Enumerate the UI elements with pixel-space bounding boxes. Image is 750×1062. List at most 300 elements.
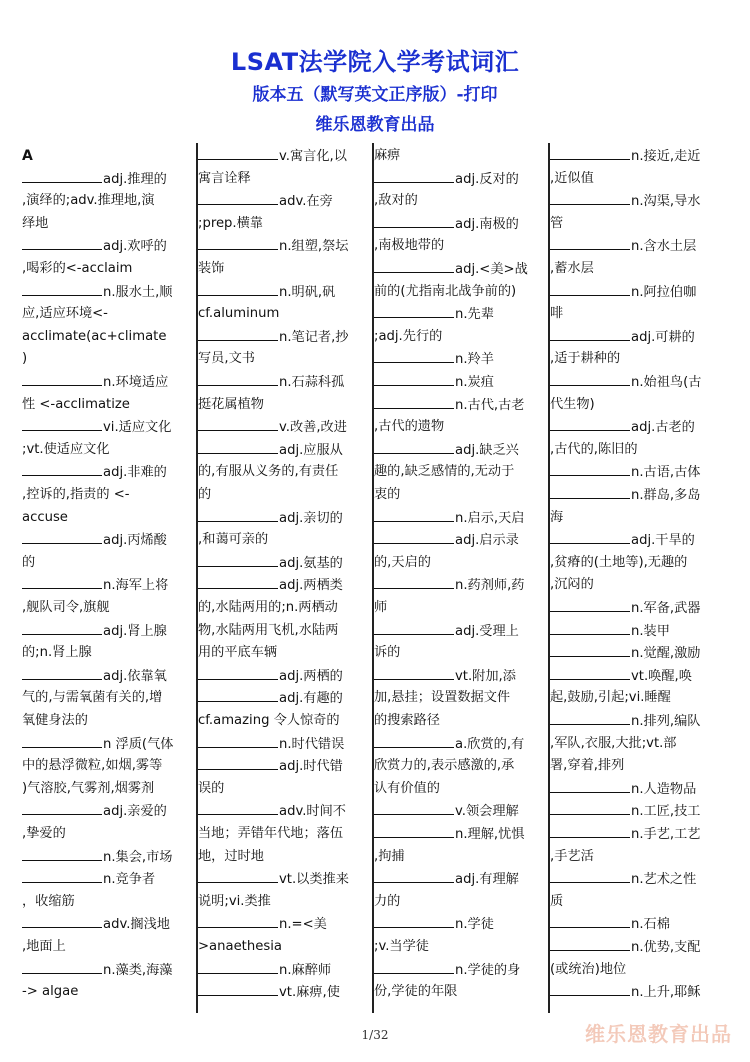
answer-blank: [198, 981, 278, 996]
entry-text: adj.非难的: [103, 465, 167, 481]
entry-text: n.麻醉师: [279, 962, 332, 978]
vocab-entry: [374, 529, 546, 552]
vocab-entry: [550, 642, 722, 665]
vocab-entry: [22, 529, 194, 552]
answer-blank: [374, 800, 454, 815]
vocab-entry: [22, 913, 194, 936]
answer-blank: [550, 371, 630, 386]
vocab-continuation: [550, 394, 722, 417]
answer-blank: [550, 642, 630, 657]
answer-blank: [198, 913, 278, 928]
entry-text: 写员,文书: [198, 351, 255, 367]
vocab-continuation: [374, 326, 546, 349]
vocab-continuation: [198, 484, 370, 507]
answer-blank: [374, 529, 454, 544]
vocab-continuation: [550, 303, 722, 326]
entry-text: (或统治)地位: [550, 961, 627, 977]
vocab-continuation: [550, 891, 722, 914]
vocab-entry: [22, 371, 194, 394]
answer-blank: [550, 913, 630, 928]
vocab-entry: [374, 168, 546, 191]
answer-blank: [550, 597, 630, 612]
answer-blank: [198, 507, 278, 522]
entry-text: adj.受理上: [455, 623, 519, 639]
entry-text: 的,天启的: [374, 554, 431, 570]
entry-text: n.艺术之性: [631, 872, 697, 888]
vocab-continuation: [374, 936, 546, 959]
entry-text: ,南极地带的: [374, 238, 445, 254]
entry-text: 用的平底车辆: [198, 645, 278, 661]
entry-text: n.羚羊: [455, 352, 494, 368]
answer-blank: [374, 913, 454, 928]
vocab-continuation: [550, 439, 722, 462]
vocab-continuation: [550, 213, 722, 236]
vocab-entry: [374, 371, 546, 394]
answer-blank: [550, 936, 630, 951]
answer-blank: [374, 620, 454, 635]
answer-blank: [22, 733, 102, 748]
answer-blank: [374, 733, 454, 748]
vocab-entry: [22, 574, 194, 597]
vocab-entry: [550, 461, 722, 484]
entry-text: n.排列,编队: [631, 714, 701, 729]
entry-text: 地，过时地: [198, 848, 264, 864]
entry-text: ;v.当学徒: [374, 939, 429, 954]
answer-blank: [374, 823, 454, 838]
entry-text: 啡: [550, 306, 564, 322]
entry-text: n.含水土层: [631, 239, 697, 255]
vocab-entry: [550, 800, 722, 823]
vocab-continuation: [198, 258, 370, 281]
answer-blank: [374, 348, 454, 363]
entry-text: v.寓言化,以: [279, 149, 347, 164]
entry-text: 趣的,缺乏感情的,无动于: [374, 464, 515, 480]
entry-text: ;prep.横靠: [198, 215, 263, 231]
vocab-entry: [374, 823, 546, 846]
entry-text: ,演绎的;adv.推理地,演: [22, 193, 155, 209]
entry-text: adv.搁浅地: [103, 917, 170, 933]
document-title: LSAT法学院入学考试词汇: [230, 48, 520, 76]
answer-blank: [198, 145, 278, 160]
answer-blank: [22, 913, 102, 928]
answer-blank: [22, 620, 102, 635]
vocab-continuation: [374, 552, 546, 575]
vocab-continuation: [22, 597, 194, 620]
entry-text: n.启示,天启: [455, 510, 525, 526]
answer-blank: [550, 868, 630, 883]
answer-blank: [374, 394, 454, 409]
vocab-continuation: [198, 394, 370, 417]
vocab-entry: [550, 529, 722, 552]
vocab-entry: [198, 755, 370, 778]
answer-blank: [198, 868, 278, 883]
answer-blank: [550, 326, 630, 341]
answer-blank: [374, 258, 454, 273]
vocab-continuation: [198, 168, 370, 191]
entry-text: 性 <-acclimatize: [22, 396, 130, 412]
answer-blank: [550, 461, 630, 476]
entry-text: 的,水陆两用的;n.两栖动: [198, 600, 338, 615]
vocab-entry: [198, 439, 370, 462]
entry-text: 物,水陆两用飞机,水陆两: [198, 622, 339, 638]
entry-text: 绎地: [22, 215, 49, 231]
entry-text: adj.古老的: [631, 420, 695, 436]
vocab-entry: [22, 800, 194, 823]
entry-text: ,古代的遗物: [374, 419, 445, 435]
answer-blank: [550, 665, 630, 680]
vocab-entry: [374, 439, 546, 462]
answer-blank: [550, 800, 630, 815]
entry-text: ,敌对的: [374, 193, 418, 209]
vocab-entry: [374, 213, 546, 236]
vocab-continuation: [550, 755, 722, 778]
entry-text: v.改善,改进: [279, 420, 347, 436]
answer-blank: [198, 371, 278, 386]
vocab-continuation: [22, 552, 194, 575]
entry-text: adv.时间不: [279, 804, 346, 820]
vocabulary-columns: [22, 143, 727, 1013]
entry-text: adj.可耕的: [631, 329, 695, 345]
entry-text: accuse: [22, 509, 68, 525]
answer-blank: [198, 665, 278, 680]
vocab-continuation: [374, 145, 546, 168]
entry-text: 误的: [198, 780, 225, 796]
entry-text: n.竞争者: [103, 872, 156, 888]
entry-text: vt.唤醒,唤: [631, 668, 692, 684]
vocab-continuation: [374, 281, 546, 304]
vocab-entry: [22, 416, 194, 439]
entry-text: ,控诉的,指责的 <-: [22, 487, 130, 502]
entry-text: 的: [22, 554, 36, 570]
vocab-entry: [374, 507, 546, 530]
entry-text: ,贫瘠的(土地等),无趣的: [550, 554, 688, 570]
entry-text: adj.时代错: [279, 759, 343, 775]
vocab-entry: [550, 371, 722, 394]
answer-blank: [374, 665, 454, 680]
vocab-entry: [374, 868, 546, 891]
answer-blank: [550, 145, 630, 160]
entry-text: adj.两栖类: [279, 578, 343, 594]
vocab-continuation: [198, 936, 370, 959]
entry-text: n.学徒的身: [455, 962, 521, 978]
vocab-continuation: [22, 687, 194, 710]
answer-blank: [550, 529, 630, 544]
entry-text: adj.南极的: [455, 216, 519, 232]
vocab-entry: [198, 145, 370, 168]
vocab-continuation: [550, 168, 722, 191]
vocab-entry: [374, 959, 546, 982]
vocab-continuation: [198, 597, 370, 620]
vocab-continuation: [198, 891, 370, 914]
entry-text: 说明;vi.类推: [198, 893, 271, 909]
entry-text: A: [22, 148, 33, 164]
vocab-entry: [22, 461, 194, 484]
entry-text: cf.amazing 令人惊奇的: [198, 713, 340, 728]
entry-text: 份,学徒的年限: [374, 984, 458, 1000]
vocab-continuation: [198, 461, 370, 484]
answer-blank: [550, 620, 630, 635]
answer-blank: [198, 755, 278, 770]
entry-text: 装饰: [198, 261, 225, 276]
vocab-continuation: [22, 303, 194, 326]
entry-text: n.装甲: [631, 623, 670, 639]
entry-text: 麻痹: [374, 148, 401, 163]
vocab-entry: [22, 168, 194, 191]
answer-blank: [550, 823, 630, 838]
vocab-continuation: [22, 823, 194, 846]
vocab-continuation: [22, 936, 194, 959]
vocab-entry: [550, 936, 722, 959]
answer-blank: [198, 687, 278, 702]
entry-text: 力的: [374, 893, 401, 909]
entry-text: n.时代错误: [279, 736, 345, 752]
entry-text: n.群岛,多岛: [631, 488, 701, 503]
entry-text: ,手艺活: [550, 848, 594, 864]
vocab-entry: [22, 281, 194, 304]
vocab-continuation: [550, 552, 722, 575]
entry-text: adj.两栖的: [279, 668, 343, 684]
vocab-continuation: [374, 755, 546, 778]
vocab-entry: [198, 326, 370, 349]
answer-blank: [198, 416, 278, 431]
entry-text: n.石棉: [631, 917, 670, 933]
entry-text: n.笔记者,抄: [279, 329, 349, 345]
vocab-entry: [374, 303, 546, 326]
vocab-continuation: [198, 529, 370, 552]
answer-blank: [550, 190, 630, 205]
entry-text: ,沉闷的: [550, 577, 594, 593]
vocab-entry: [198, 959, 370, 982]
entry-text: n.环境适应: [103, 375, 169, 390]
answer-blank: [22, 665, 102, 680]
entry-text: vt.以类推来: [279, 872, 349, 888]
answer-blank: [22, 574, 102, 589]
answer-blank: [198, 439, 278, 454]
vocab-continuation: [22, 507, 194, 530]
entry-text: ,近似值: [550, 170, 594, 186]
entry-text: adj.欢呼的: [103, 239, 167, 255]
entry-text: cf.aluminum: [198, 306, 280, 322]
entry-text: n.明矾,矾: [279, 284, 336, 300]
entry-text: 氧健身法的: [22, 713, 88, 728]
entry-text: 应,适应环境<-: [22, 306, 108, 322]
entry-text: n.古语,古体: [631, 465, 701, 481]
entry-text: 的;n.肾上腺: [22, 645, 92, 661]
entry-text: n.接近,走近: [631, 149, 701, 164]
vocab-entry: [550, 981, 722, 1004]
vocab-continuation: [550, 258, 722, 281]
answer-blank: [22, 846, 102, 861]
vocab-continuation: [22, 439, 194, 462]
entry-text: vi.适应文化: [103, 420, 172, 436]
vocab-entry: [198, 687, 370, 710]
answer-blank: [198, 733, 278, 748]
answer-blank: [22, 959, 102, 974]
vocab-continuation: [374, 461, 546, 484]
vocab-entry: [198, 416, 370, 439]
vocab-entry: [198, 235, 370, 258]
entry-text: n.服水土,顺: [103, 284, 173, 300]
vocab-continuation: [374, 642, 546, 665]
entry-text: ,蓄水层: [550, 261, 594, 276]
entry-text: 诉的: [374, 645, 401, 661]
vocab-entry: [550, 868, 722, 891]
vocab-continuation: [198, 710, 370, 733]
vocab-continuation: [198, 642, 370, 665]
vocab-entry: [198, 507, 370, 530]
answer-blank: [198, 800, 278, 815]
entry-text: adj.氨基的: [279, 555, 343, 571]
answer-blank: [198, 959, 278, 974]
entry-text: 衷的: [374, 487, 401, 502]
vocab-entry: [550, 235, 722, 258]
entry-text: n.组塑,祭坛: [279, 239, 349, 255]
answer-blank: [374, 439, 454, 454]
vocab-entry: [550, 823, 722, 846]
vocab-continuation: [374, 710, 546, 733]
entry-text: n.优势,支配: [631, 940, 701, 955]
answer-blank: [198, 552, 278, 567]
vocab-continuation: [22, 778, 194, 801]
entry-text: 认有价值的: [374, 780, 440, 796]
entry-text: 欣赏力的,表示感激的,承: [374, 758, 515, 774]
entry-text: n.沟渠,导水: [631, 194, 701, 210]
entry-text: v.领会理解: [455, 804, 519, 820]
entry-text: 代生物): [550, 396, 595, 412]
answer-blank: [550, 778, 630, 793]
column-2: [198, 143, 370, 1013]
answer-blank: [22, 461, 102, 476]
entry-text: adj.依靠氧: [103, 668, 167, 684]
answer-blank: [374, 303, 454, 318]
entry-text: n.=<美: [279, 917, 327, 933]
vocab-entry: [198, 981, 370, 1004]
vocab-entry: [374, 665, 546, 688]
entry-text: 管: [550, 215, 564, 231]
vocab-continuation: [22, 891, 194, 914]
entry-text: adv.在旁: [279, 194, 333, 210]
entry-text: 寓言诠释: [198, 170, 251, 186]
vocab-continuation: [550, 959, 722, 982]
entry-text: n.海军上将: [103, 578, 169, 594]
section-letter: [22, 145, 194, 168]
answer-blank: [374, 213, 454, 228]
vocab-continuation: [550, 733, 722, 756]
column-3: [374, 143, 546, 1013]
entry-text: 质: [550, 893, 564, 909]
entry-text: n.上升,耶稣: [631, 985, 701, 1001]
entry-text: 当地；弄错年代地；落伍: [198, 826, 344, 841]
entry-text: 挺花属植物: [198, 396, 264, 412]
entry-text: n.人造物品: [631, 781, 697, 797]
entry-text: ,舰队司令,旗舰: [22, 600, 110, 615]
vocab-continuation: [22, 484, 194, 507]
entry-text: adj.有趣的: [279, 691, 343, 707]
vocab-continuation: [374, 416, 546, 439]
vocab-entry: [198, 552, 370, 575]
entry-text: n.军备,武器: [631, 601, 701, 616]
answer-blank: [22, 416, 102, 431]
entry-text: adj.干旱的: [631, 533, 695, 549]
entry-text: n.阿拉伯咖: [631, 284, 697, 300]
vocab-continuation: [550, 348, 722, 371]
vocab-continuation: [22, 190, 194, 213]
vocab-continuation: [374, 190, 546, 213]
entry-text: n.先辈: [455, 307, 494, 323]
vocab-continuation: [22, 394, 194, 417]
answer-blank: [374, 168, 454, 183]
vocab-continuation: [22, 710, 194, 733]
entry-text: 的: [198, 487, 212, 502]
entry-text: 前的(尤指南北战争前的): [374, 283, 517, 299]
answer-blank: [198, 190, 278, 205]
answer-blank: [198, 235, 278, 250]
vocab-entry: [550, 597, 722, 620]
entry-text: )气溶胶,气雾剂,烟雾剂: [22, 780, 155, 796]
answer-blank: [374, 574, 454, 589]
vocab-entry: [374, 574, 546, 597]
entry-text: 海: [550, 509, 564, 525]
entry-text: adj.缺乏兴: [455, 442, 519, 458]
vocab-entry: [198, 190, 370, 213]
entry-text: n.石蒜科孤: [279, 375, 345, 390]
vocab-continuation: [22, 981, 194, 1004]
entry-text: ,挚爱的: [22, 826, 66, 841]
entry-text: adj.丙烯酸: [103, 533, 167, 549]
vocab-entry: [198, 868, 370, 891]
answer-blank: [550, 281, 630, 296]
page-number: 1/32: [361, 1028, 389, 1042]
answer-blank: [374, 868, 454, 883]
vocab-entry: [374, 348, 546, 371]
publisher-line: 维乐恩教育出品: [315, 115, 435, 135]
vocab-entry: [198, 574, 370, 597]
entry-text: adj.应服从: [279, 442, 343, 458]
column-1: [22, 143, 194, 1013]
document-subtitle: 版本五（默写英文正序版）-打印: [252, 85, 498, 105]
answer-blank: [22, 529, 102, 544]
entry-text: vt.麻痹,使: [279, 985, 340, 1001]
vocab-entry: [198, 665, 370, 688]
vocab-entry: [22, 846, 194, 869]
entry-text: 加,悬挂；设置数据文件: [374, 690, 511, 706]
vocab-entry: [22, 733, 194, 756]
vocab-entry: [550, 710, 722, 733]
entry-text: ，收缩筋: [22, 893, 75, 909]
vocab-entry: [374, 620, 546, 643]
entry-text: 的,有服从义务的,有责任: [198, 464, 339, 480]
vocab-entry: [550, 145, 722, 168]
entry-text: a.欣赏的,有: [455, 736, 525, 752]
entry-text: n 浮质(气体: [103, 736, 174, 752]
entry-text: ,适于耕种的: [550, 351, 621, 367]
vocab-entry: [550, 484, 722, 507]
entry-text: 气的,与需氧菌有关的,增: [22, 690, 163, 706]
answer-blank: [22, 371, 102, 386]
entry-text: n.学徒: [455, 917, 494, 933]
answer-blank: [22, 868, 102, 883]
vocab-entry: [198, 371, 370, 394]
vocab-continuation: [22, 755, 194, 778]
entry-text: ,喝彩的<-acclaim: [22, 261, 133, 276]
vocab-entry: [550, 665, 722, 688]
vocab-continuation: [374, 687, 546, 710]
vocab-entry: [550, 190, 722, 213]
vocab-continuation: [22, 348, 194, 371]
answer-blank: [198, 326, 278, 341]
vocab-continuation: [374, 235, 546, 258]
vocab-continuation: [550, 507, 722, 530]
